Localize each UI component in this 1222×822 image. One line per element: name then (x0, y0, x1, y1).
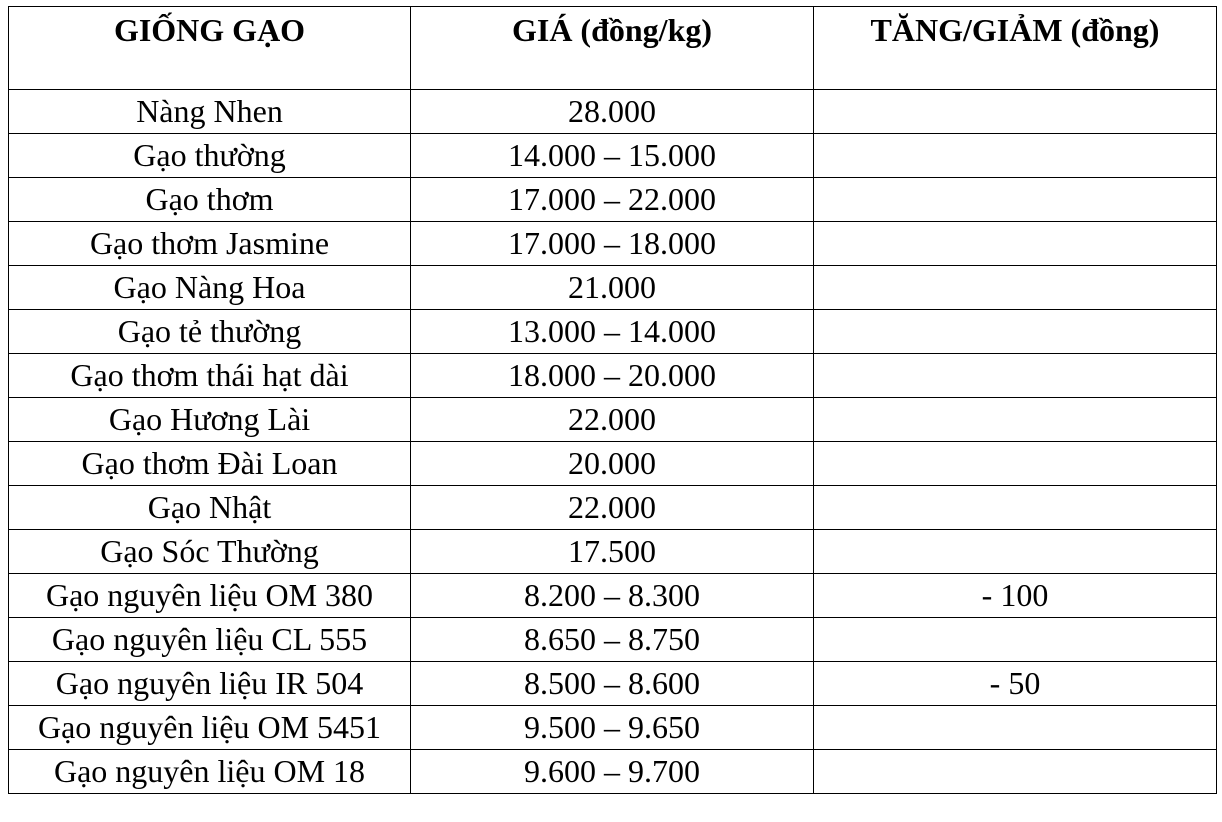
table-row (9, 750, 1217, 794)
change-cell: - 100 (814, 574, 1217, 618)
price-cell: 8.200 – 8.300 (411, 574, 814, 618)
price-cell: 9.500 – 9.650 (411, 706, 814, 750)
price-cell: 21.000 (411, 266, 814, 310)
change-cell (814, 706, 1217, 750)
change-cell (814, 266, 1217, 310)
table-row (9, 574, 1217, 618)
header-change: TĂNG/GIẢM (đồng) (814, 7, 1217, 90)
change-cell (814, 442, 1217, 486)
rice-variety-cell: Gạo thơm Đài Loan (9, 442, 411, 486)
rice-variety-cell: Gạo thơm (9, 178, 411, 222)
table-row (9, 266, 1217, 310)
change-cell (814, 222, 1217, 266)
table-row (9, 178, 1217, 222)
price-cell: 17.500 (411, 530, 814, 574)
rice-price-table (8, 6, 1217, 794)
table-row (9, 618, 1217, 662)
price-cell: 9.600 – 9.700 (411, 750, 814, 794)
rice-variety-cell: Gạo thơm thái hạt dài (9, 354, 411, 398)
change-cell (814, 178, 1217, 222)
change-cell (814, 398, 1217, 442)
price-cell: 22.000 (411, 398, 814, 442)
rice-variety-cell: Gạo Nhật (9, 486, 411, 530)
table-row (9, 486, 1217, 530)
rice-variety-cell: Gạo Nàng Hoa (9, 266, 411, 310)
rice-variety-cell: Gạo thơm Jasmine (9, 222, 411, 266)
rice-variety-cell: Gạo Hương Lài (9, 398, 411, 442)
header-price: GIÁ (đồng/kg) (411, 7, 814, 90)
change-cell (814, 750, 1217, 794)
table-row (9, 706, 1217, 750)
rice-variety-cell: Gạo Sóc Thường (9, 530, 411, 574)
rice-variety-cell: Gạo nguyên liệu OM 5451 (9, 706, 411, 750)
table-row (9, 90, 1217, 134)
table-row (9, 662, 1217, 706)
table-row (9, 530, 1217, 574)
price-cell: 8.500 – 8.600 (411, 662, 814, 706)
table-row (9, 310, 1217, 354)
change-cell (814, 134, 1217, 178)
table-header-row (9, 7, 1217, 90)
table-row (9, 354, 1217, 398)
rice-variety-cell: Gạo tẻ thường (9, 310, 411, 354)
rice-variety-cell: Gạo nguyên liệu CL 555 (9, 618, 411, 662)
price-cell: 13.000 – 14.000 (411, 310, 814, 354)
table-body (9, 90, 1217, 794)
change-cell (814, 618, 1217, 662)
rice-variety-cell: Nàng Nhen (9, 90, 411, 134)
change-cell (814, 530, 1217, 574)
price-cell: 14.000 – 15.000 (411, 134, 814, 178)
change-cell (814, 354, 1217, 398)
price-cell: 22.000 (411, 486, 814, 530)
change-cell: - 50 (814, 662, 1217, 706)
price-cell: 18.000 – 20.000 (411, 354, 814, 398)
table-row (9, 222, 1217, 266)
price-cell: 8.650 – 8.750 (411, 618, 814, 662)
change-cell (814, 486, 1217, 530)
header-variety: GIỐNG GẠO (9, 7, 411, 90)
table-row (9, 134, 1217, 178)
change-cell (814, 90, 1217, 134)
table-row (9, 442, 1217, 486)
price-cell: 28.000 (411, 90, 814, 134)
rice-variety-cell: Gạo nguyên liệu OM 380 (9, 574, 411, 618)
rice-variety-cell: Gạo nguyên liệu OM 18 (9, 750, 411, 794)
change-cell (814, 310, 1217, 354)
price-cell: 17.000 – 18.000 (411, 222, 814, 266)
price-cell: 17.000 – 22.000 (411, 178, 814, 222)
rice-variety-cell: Gạo thường (9, 134, 411, 178)
table-row (9, 398, 1217, 442)
price-cell: 20.000 (411, 442, 814, 486)
rice-variety-cell: Gạo nguyên liệu IR 504 (9, 662, 411, 706)
